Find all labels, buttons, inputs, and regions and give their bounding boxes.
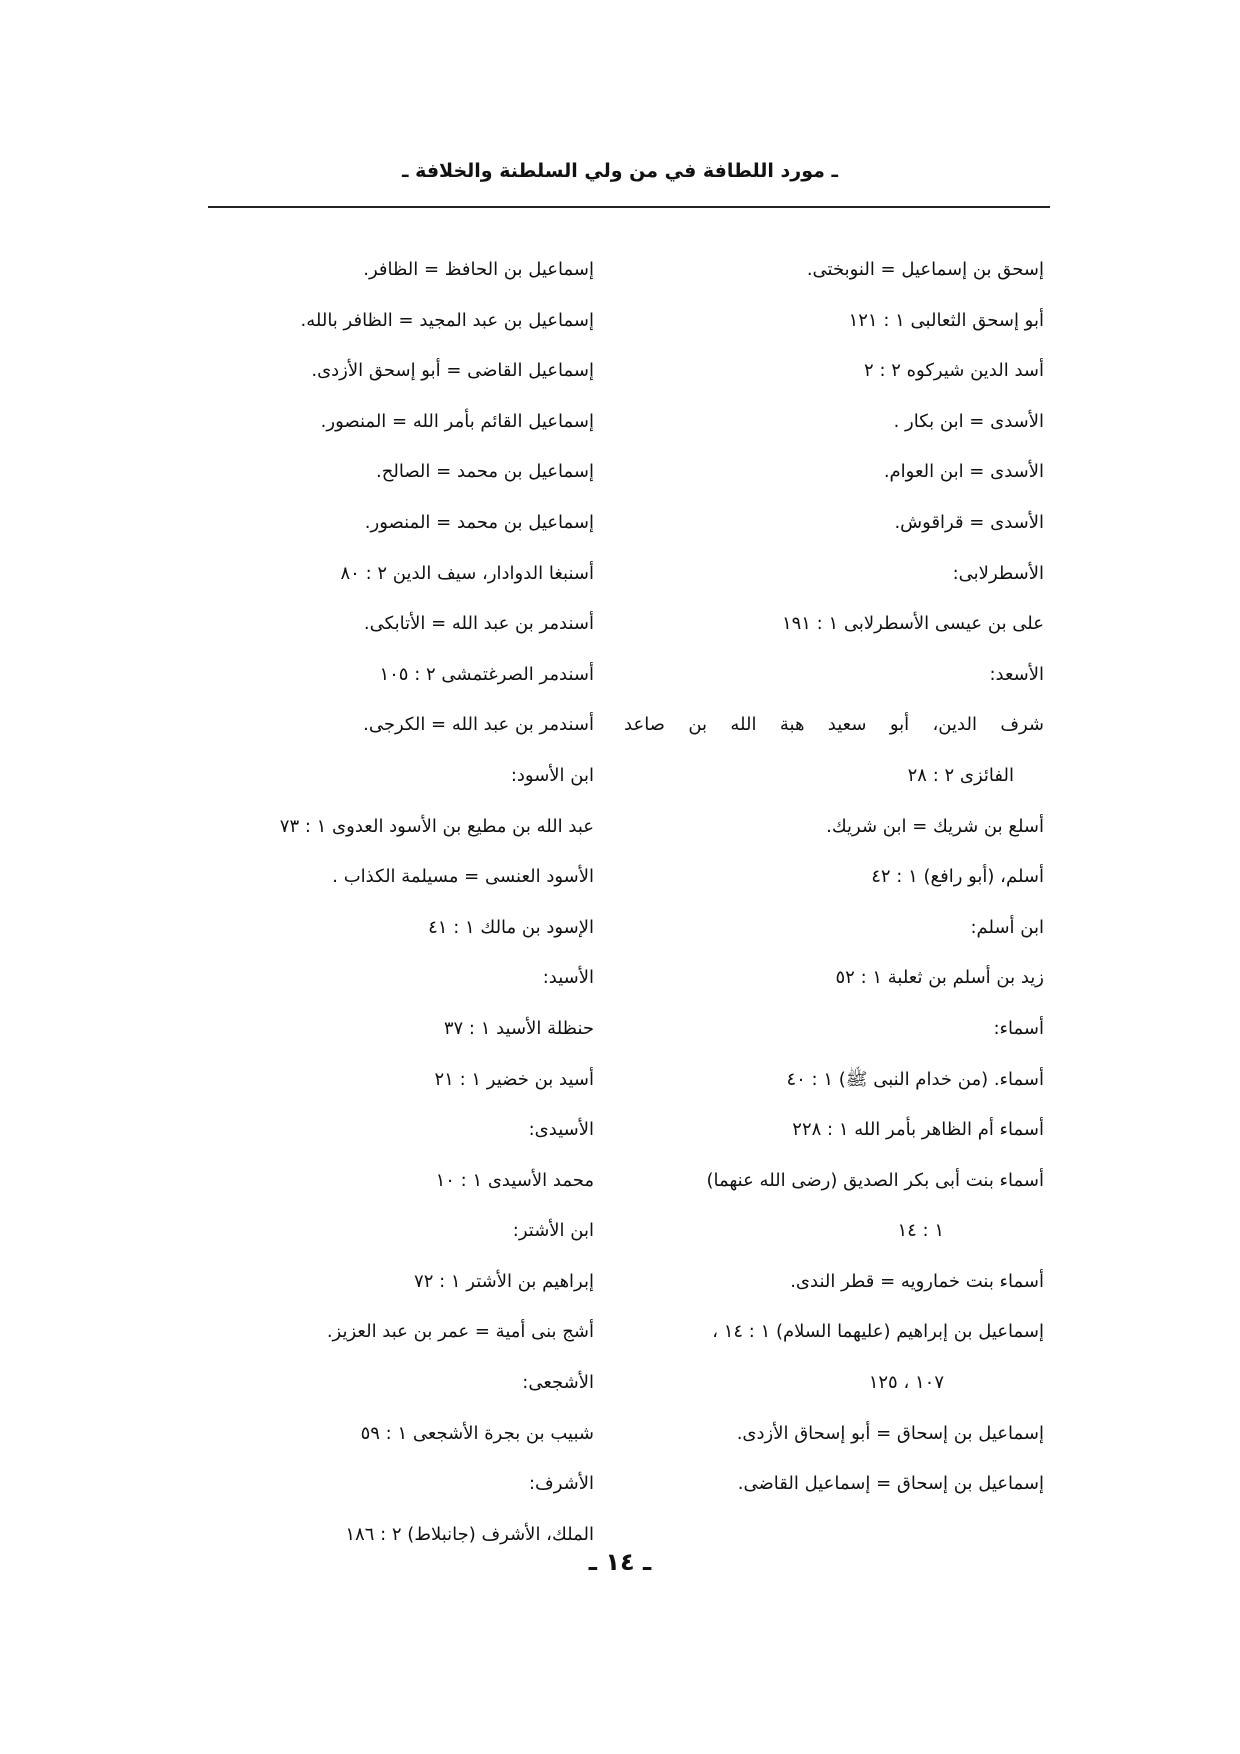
index-entry: على بن عيسى الأسطرلابى ١ : ١٩١ — [781, 613, 1044, 635]
index-heading: الأشرف: — [528, 1473, 594, 1495]
index-entry: إسماعيل القائم بأمر الله = المنصور. — [320, 410, 594, 432]
index-heading: ابن الأشتر: — [512, 1220, 594, 1242]
index-heading: ابن أسلم: — [970, 916, 1044, 938]
index-entry: أسيد بن خضير ١ : ٢١ — [434, 1068, 594, 1090]
index-heading: أسماء: — [993, 1017, 1044, 1039]
index-entry: شرف الدين، أبو سعيد هبة الله بن صاعد — [624, 714, 1044, 736]
index-entry: حنظلة الأسيد ١ : ٣٧ — [443, 1017, 594, 1039]
index-entry: أسماء. (من خدام النبى ﷺ) ١ : ٤٠ — [786, 1068, 1044, 1090]
index-entry: زيد بن أسلم بن ثعلبة ١ : ٥٢ — [835, 967, 1044, 989]
index-entry: أبو إسحق الثعالبى ١ : ١٢١ — [848, 309, 1044, 331]
index-entry: أسد الدين شيركوه ٢ : ٢ — [864, 360, 1044, 382]
index-entry: أسنبغا الدوادار، سيف الدين ٢ : ٨٠ — [340, 562, 594, 584]
index-entry: محمد الأسيدى ١ : ١٠ — [435, 1169, 594, 1191]
index-entry-continuation: ١ : ١٤ — [897, 1220, 944, 1242]
index-entry: أسندمر بن عبد الله = الكرجى. — [363, 714, 594, 736]
index-heading: ابن الأسود: — [510, 764, 594, 786]
index-entry: شبيب بن بجرة الأشجعى ١ : ٥٩ — [360, 1422, 594, 1444]
index-column-left — [164, 248, 594, 1563]
index-entry: إسماعيل بن عبد المجيد = الظافر بالله. — [300, 309, 594, 331]
index-entry-continuation: ١٠٧ ، ١٢٥ — [868, 1372, 944, 1394]
index-entry: أسلم، (أبو رافع) ١ : ٤٢ — [871, 866, 1044, 888]
header-rule — [208, 206, 1050, 208]
index-entry: أسلع بن شريك = ابن شريك. — [826, 815, 1044, 837]
index-entry: إسماعيل بن إبراهيم (عليهما السلام) ١ : ١٤ ، — [712, 1321, 1044, 1343]
index-entry: أسماء بنت خمارويه = قطر الندى. — [790, 1270, 1044, 1292]
index-column-right — [624, 248, 1044, 1513]
index-heading: الأسعد: — [989, 663, 1044, 685]
index-entry: أسندمر بن عبد الله = الأتابكى. — [363, 613, 594, 635]
index-entry: أسماء أم الظاهر بأمر الله ١ : ٢٢٨ — [792, 1119, 1044, 1141]
index-entry: إبراهيم بن الأشتر ١ : ٧٢ — [414, 1270, 594, 1292]
index-entry: الإسود بن مالك ١ : ٤١ — [428, 916, 594, 938]
index-heading: الأشجعى: — [522, 1372, 594, 1394]
index-entry: الأسدى = قراقوش. — [894, 511, 1044, 533]
index-entry: عبد الله بن مطيع بن الأسود العدوى ١ : ٧٣ — [279, 815, 594, 837]
index-entry: الأسدى = ابن بكار . — [893, 410, 1044, 432]
index-entry: إسماعيل بن إسحاق = أبو إسحاق الأزدى. — [736, 1422, 1044, 1444]
index-entry: الأسدى = ابن العوام. — [883, 461, 1044, 483]
index-entry: إسماعيل بن محمد = المنصور. — [364, 511, 594, 533]
index-heading: الأسيدى: — [528, 1119, 594, 1141]
page-number: ـ ١٤ ـ — [588, 1548, 652, 1576]
index-entry: أسندمر الصرغتمشى ٢ : ١٠٥ — [379, 663, 594, 685]
index-entry: أشج بنى أمية = عمر بن عبد العزيز. — [326, 1321, 594, 1343]
index-entry: إسماعيل بن محمد = الصالح. — [376, 461, 594, 483]
index-heading: الأسطرلابى: — [952, 562, 1044, 584]
index-entry: الأسود العنسى = مسيلمة الكذاب . — [332, 866, 594, 888]
index-entry: الملك، الأشرف (جانبلاط) ٢ : ١٨٦ — [345, 1523, 594, 1545]
index-entry: إسماعيل بن الحافظ = الظافر. — [363, 259, 594, 280]
index-entry: إسحق بن إسماعيل = النوبختى. — [806, 259, 1044, 280]
index-entry: أسماء بنت أبى بكر الصديق (رضى الله عنهما) — [706, 1169, 1044, 1191]
page-header: ـ مورد اللطافة في من ولي السلطنة والخلافة ـ — [401, 160, 839, 182]
index-entry: إسماعيل بن إسحاق = إسماعيل القاضى. — [737, 1473, 1044, 1495]
index-entry: إسماعيل القاضى = أبو إسحق الأزدى. — [311, 360, 594, 382]
index-heading: الأسيد: — [542, 967, 594, 989]
index-entry-continuation: الفائزى ٢ : ٢٨ — [907, 764, 1014, 786]
